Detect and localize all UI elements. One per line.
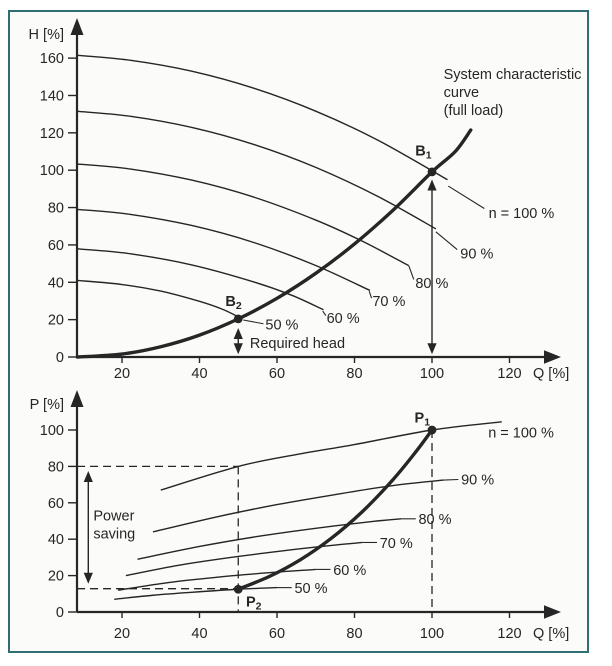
power-curve-n70-label: 70 % [379, 535, 413, 552]
pump-curve-n70 [77, 209, 370, 290]
x-tick-label: 40 [191, 366, 208, 382]
figure-frame [8, 10, 589, 653]
operating-point-P2-label: $P_2$ [245, 594, 262, 613]
system-characteristic-curve-label: System characteristic [443, 66, 582, 83]
x-axis-title: Q [%] [533, 626, 570, 642]
operating-point-B2-label: $B_2$ [225, 293, 242, 312]
pump-curve-n50 [77, 280, 240, 317]
power-curve-n90-label: 90 % [461, 472, 495, 489]
x-tick-label: 120 [497, 626, 522, 642]
power-curve-n60-label: 60 % [333, 562, 367, 579]
x-tick-label: 80 [346, 366, 363, 382]
pump-curve-n90 [77, 111, 435, 228]
head-chart [29, 18, 582, 382]
y-tick-label: 140 [39, 88, 64, 105]
pump-curve-n80 [77, 164, 408, 266]
x-axis-arrow-icon [544, 605, 561, 619]
pump-curve-n80-leader [409, 266, 414, 280]
pump-curve-n70-label: 70 % [372, 293, 406, 310]
pump-curve-n60-label: 60 % [326, 310, 360, 327]
pump-curve-n100-leader [448, 186, 484, 208]
power-curve-n80-label: 80 % [418, 512, 452, 529]
y-axis-title: H [%] [28, 27, 64, 43]
power-saving-arrow-head-up-icon [84, 471, 93, 482]
operating-point-P1-label: $P_1$ [414, 410, 431, 429]
y-tick-label: 160 [39, 51, 64, 68]
x-tick-label: 40 [191, 626, 208, 642]
y-axis-title: P [%] [29, 397, 64, 413]
y-tick-label: 100 [39, 163, 64, 180]
power-saving-arrow-head-down-icon [84, 573, 93, 584]
y-tick-label: 120 [39, 125, 64, 142]
power-curve-n90-leader [444, 480, 459, 481]
power-curve-n100-label: n = 100 % [488, 425, 554, 442]
flow-head-arrow-head-up-icon [427, 180, 436, 191]
y-tick-label: 0 [55, 605, 64, 621]
y-tick-label: 40 [47, 275, 64, 292]
operating-point-P2 [234, 585, 243, 594]
y-axis-arrow-icon [71, 18, 84, 35]
x-axis-title: Q [%] [533, 366, 570, 382]
pump-curve-n80-label: 80 % [415, 276, 449, 293]
y-tick-label: 80 [47, 459, 64, 476]
x-tick-label: 60 [268, 366, 286, 382]
x-tick-label: 100 [419, 626, 445, 642]
y-tick-label: 80 [47, 200, 64, 217]
x-tick-label: 100 [419, 366, 445, 382]
pump-curve-n100 [77, 55, 447, 179]
pump-curve-n60 [77, 249, 323, 310]
power-curve-n60 [118, 569, 316, 590]
power-saving-arrow-label: Power [93, 508, 135, 525]
pump-curve-n70-leader [369, 291, 371, 298]
x-axis-arrow-icon [544, 350, 561, 364]
pump-curve-n90-label: 90 % [460, 246, 494, 263]
pump-curve-n50-leader [243, 320, 263, 324]
y-tick-label: 60 [47, 237, 64, 254]
operating-point-B1-label: $B_1$ [415, 143, 432, 162]
flow-head-arrow-head-down-icon [427, 343, 436, 354]
operating-point-B1 [428, 167, 437, 176]
y-tick-label: 0 [55, 350, 64, 366]
y-tick-label: 60 [47, 495, 64, 512]
pump-curve-n60-leader [323, 311, 326, 315]
y-axis-arrow-icon [71, 390, 84, 407]
x-tick-label: 20 [113, 626, 131, 642]
pump-curve-n100-label: n = 100 % [488, 206, 555, 223]
x-tick-label: 20 [113, 366, 131, 382]
y-tick-label: 100 [39, 423, 64, 439]
power-chart [30, 390, 570, 642]
required-head-arrow-head-up-icon [234, 328, 243, 339]
system-characteristic-curve-label: (full load) [443, 102, 504, 119]
required-head-arrow-label: Required head [249, 335, 346, 352]
y-tick-label: 40 [47, 532, 64, 549]
x-tick-label: 120 [497, 366, 522, 382]
y-tick-label: 20 [47, 568, 64, 585]
y-tick-label: 20 [47, 312, 64, 329]
power-saving-arrow-label: saving [93, 526, 136, 543]
required-head-arrow-head-down-icon [234, 343, 243, 354]
pump-curve-n90-leader [436, 232, 457, 250]
x-tick-label: 60 [268, 626, 286, 642]
operating-point-B2 [234, 314, 243, 323]
power-curve-n50-label: 50 % [294, 580, 328, 597]
system-characteristic-curve-label: curve [443, 84, 480, 101]
pump-curve-n50-label: 50 % [265, 317, 299, 334]
x-tick-label: 80 [346, 626, 363, 642]
power-curve-n70 [126, 542, 362, 575]
power-curve-n90 [153, 480, 444, 532]
